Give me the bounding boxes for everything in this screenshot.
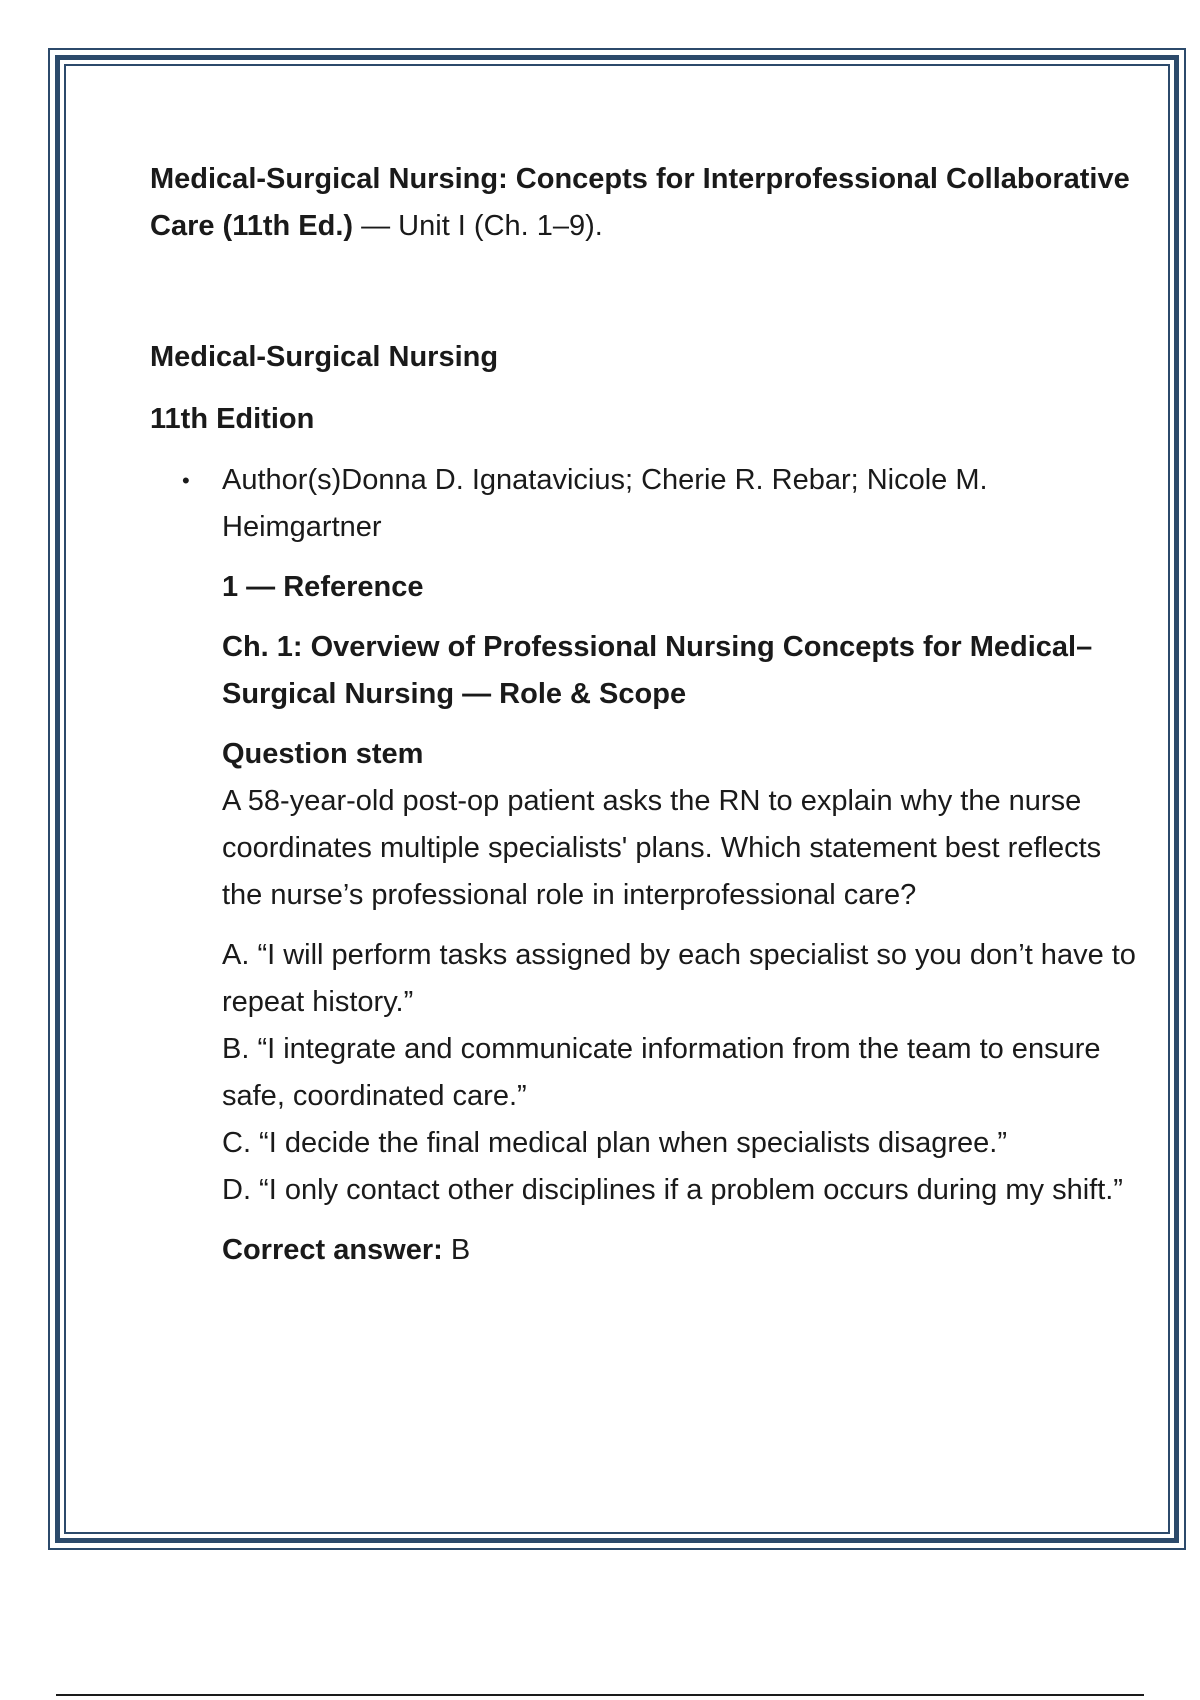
option-c: C. “I decide the final medical plan when specialists disagree.” [222,1127,1008,1159]
list-item [182,457,1140,1274]
document-title [150,156,1140,250]
option-d: D. “I only contact other disciplines if a problem occurs during my shift.” [222,1174,1123,1206]
page-border-middle [55,55,1179,1543]
question-stem-text: A 58-year-old post-op patient asks the RN to explain why the nurse coordinates multiple specialists' plans. Which statement best reflects the nurse’s professional role in interprofessional care? [222,785,1102,911]
document-content [150,156,1140,1274]
authors: Author(s)Donna D. Ignatavicius; Cherie R. Rebar; Nicole M. Heimgartner [222,464,988,543]
footer-rule [56,1694,1144,1696]
correct-answer-value: B [442,1234,471,1266]
reference-heading: 1 — Reference [222,571,424,603]
document-title-rest: — Unit I (Ch. 1–9). [353,210,603,242]
option-a: A. “I will perform tasks assigned by each specialist so you don’t have to repeat history.” [222,939,1136,1018]
answer-options [222,932,1140,1214]
page-border-inner [64,64,1170,1534]
page-border [48,48,1186,1550]
correct-answer [222,1227,1140,1274]
chapter-heading: Ch. 1: Overview of Professional Nursing Concepts for Medical–Surgical Nursing — Role & Scope [222,631,1093,710]
book-name: Medical-Surgical Nursing [150,341,499,373]
question-stem-label: Question stem [222,738,424,770]
document-title-bold: Medical-Surgical Nursing: Concepts for Interprofessional Collaborative Care (11th Ed.) [150,163,1130,242]
bullet-icon: • [182,468,190,493]
option-b: B. “I integrate and communicate information from the team to ensure safe, coordinated care.” [222,1033,1101,1112]
correct-answer-label: Correct answer: [222,1234,443,1266]
edition: 11th Edition [150,403,315,435]
book-details-list [150,457,1140,1274]
